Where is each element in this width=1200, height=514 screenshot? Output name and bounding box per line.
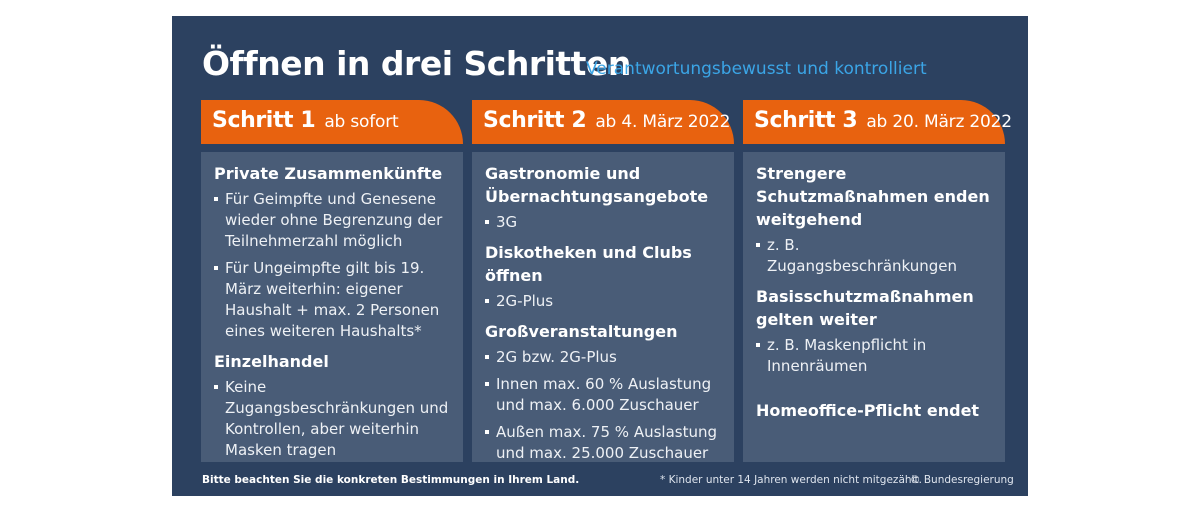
list-item <box>214 189 451 252</box>
bullet-text: Außen max. 75 % Auslastung und max. 25.000 Zuschauer <box>496 423 717 462</box>
footer-footnote: * Kinder unter 14 Jahren werden nicht mitgezählt. <box>660 474 922 486</box>
list-item <box>214 258 451 342</box>
step-body-1 <box>201 152 463 462</box>
bullet-icon <box>485 355 489 359</box>
section-title: Homeoffice-Pflicht endet <box>756 401 980 420</box>
step-body-3 <box>743 152 1005 462</box>
step-name: Schritt 3 <box>754 108 858 133</box>
bullet-icon <box>485 430 489 434</box>
bullet-list <box>485 212 722 233</box>
bullet-list <box>214 189 451 342</box>
section-title: Diskotheken und Clubs öffnen <box>485 243 692 285</box>
bullet-list <box>485 347 722 464</box>
step-date: ab 20. März 2022 <box>866 112 1012 132</box>
step-body-2 <box>472 152 734 462</box>
bullet-text: 3G <box>496 213 518 231</box>
bullet-text: Für Geimpfte und Genesene wieder ohne Begrenzung der Teilnehmerzahl möglich <box>225 190 443 250</box>
bullet-icon <box>756 243 760 247</box>
bullet-text: Innen max. 60 % Auslastung und max. 6.000 Zuschauer <box>496 375 712 414</box>
step-header-3 <box>743 100 1012 144</box>
step-name: Schritt 1 <box>212 108 316 133</box>
bullet-icon <box>485 299 489 303</box>
list-item <box>756 335 993 377</box>
step-name: Schritt 2 <box>483 108 587 133</box>
bullet-icon <box>214 266 218 270</box>
list-item <box>756 235 993 277</box>
bullet-text: Für Ungeimpfte gilt bis 19. März weiterhin: eigener Haushalt + max. 2 Personen eines weiteren Haushalts* <box>225 259 440 340</box>
bullet-text: 2G-Plus <box>496 292 554 310</box>
step-header-1 <box>201 100 463 144</box>
step-date: ab sofort <box>324 112 399 132</box>
bullet-icon <box>214 197 218 201</box>
spacer <box>756 385 993 399</box>
list-item <box>485 347 722 368</box>
step-header-2 <box>472 100 734 144</box>
step-column-1 <box>201 100 463 462</box>
section-title: Gastronomie und Übernachtungsangebote <box>485 164 709 206</box>
section-title: Strengere Schutzmaßnahmen enden weitgehend <box>756 164 990 229</box>
bullet-icon <box>214 385 218 389</box>
section-title: Einzelhandel <box>214 352 329 371</box>
section-title: Private Zusammenkünfte <box>214 164 443 183</box>
section-title: Großveranstaltungen <box>485 322 678 341</box>
step-date: ab 4. März 2022 <box>595 112 731 132</box>
list-item <box>485 291 722 312</box>
list-item <box>485 422 722 464</box>
bullet-text: Keine Zugangsbeschränkungen und Kontrollen, aber weiterhin Masken tragen <box>225 378 449 459</box>
footer-notice: Bitte beachten Sie die konkreten Bestimmungen in Ihrem Land. <box>202 474 580 486</box>
section-title: Basisschutzmaßnahmen gelten weiter <box>756 287 974 329</box>
bullet-list <box>485 291 722 312</box>
bullet-list <box>756 335 993 377</box>
page-title: Öffnen in drei Schritten <box>202 44 631 83</box>
bullet-text: 2G bzw. 2G-Plus <box>496 348 617 366</box>
list-item <box>214 377 451 461</box>
list-item <box>485 374 722 416</box>
step-column-2 <box>472 100 734 462</box>
bullet-list <box>756 235 993 277</box>
page-subtitle: Verantwortungsbewusst und kontrolliert <box>586 59 927 79</box>
bullet-icon <box>756 343 760 347</box>
infographic-panel <box>172 16 1028 496</box>
step-column-3 <box>743 100 1012 462</box>
list-item <box>485 212 722 233</box>
bullet-icon <box>485 382 489 386</box>
bullet-text: z. B. Zugangsbeschränkungen <box>767 236 958 275</box>
footer-credit: © Bundesregierung <box>910 474 1014 486</box>
bullet-text: z. B. Maskenpflicht in Innenräumen <box>767 336 927 375</box>
bullet-icon <box>485 220 489 224</box>
bullet-list <box>214 377 451 461</box>
